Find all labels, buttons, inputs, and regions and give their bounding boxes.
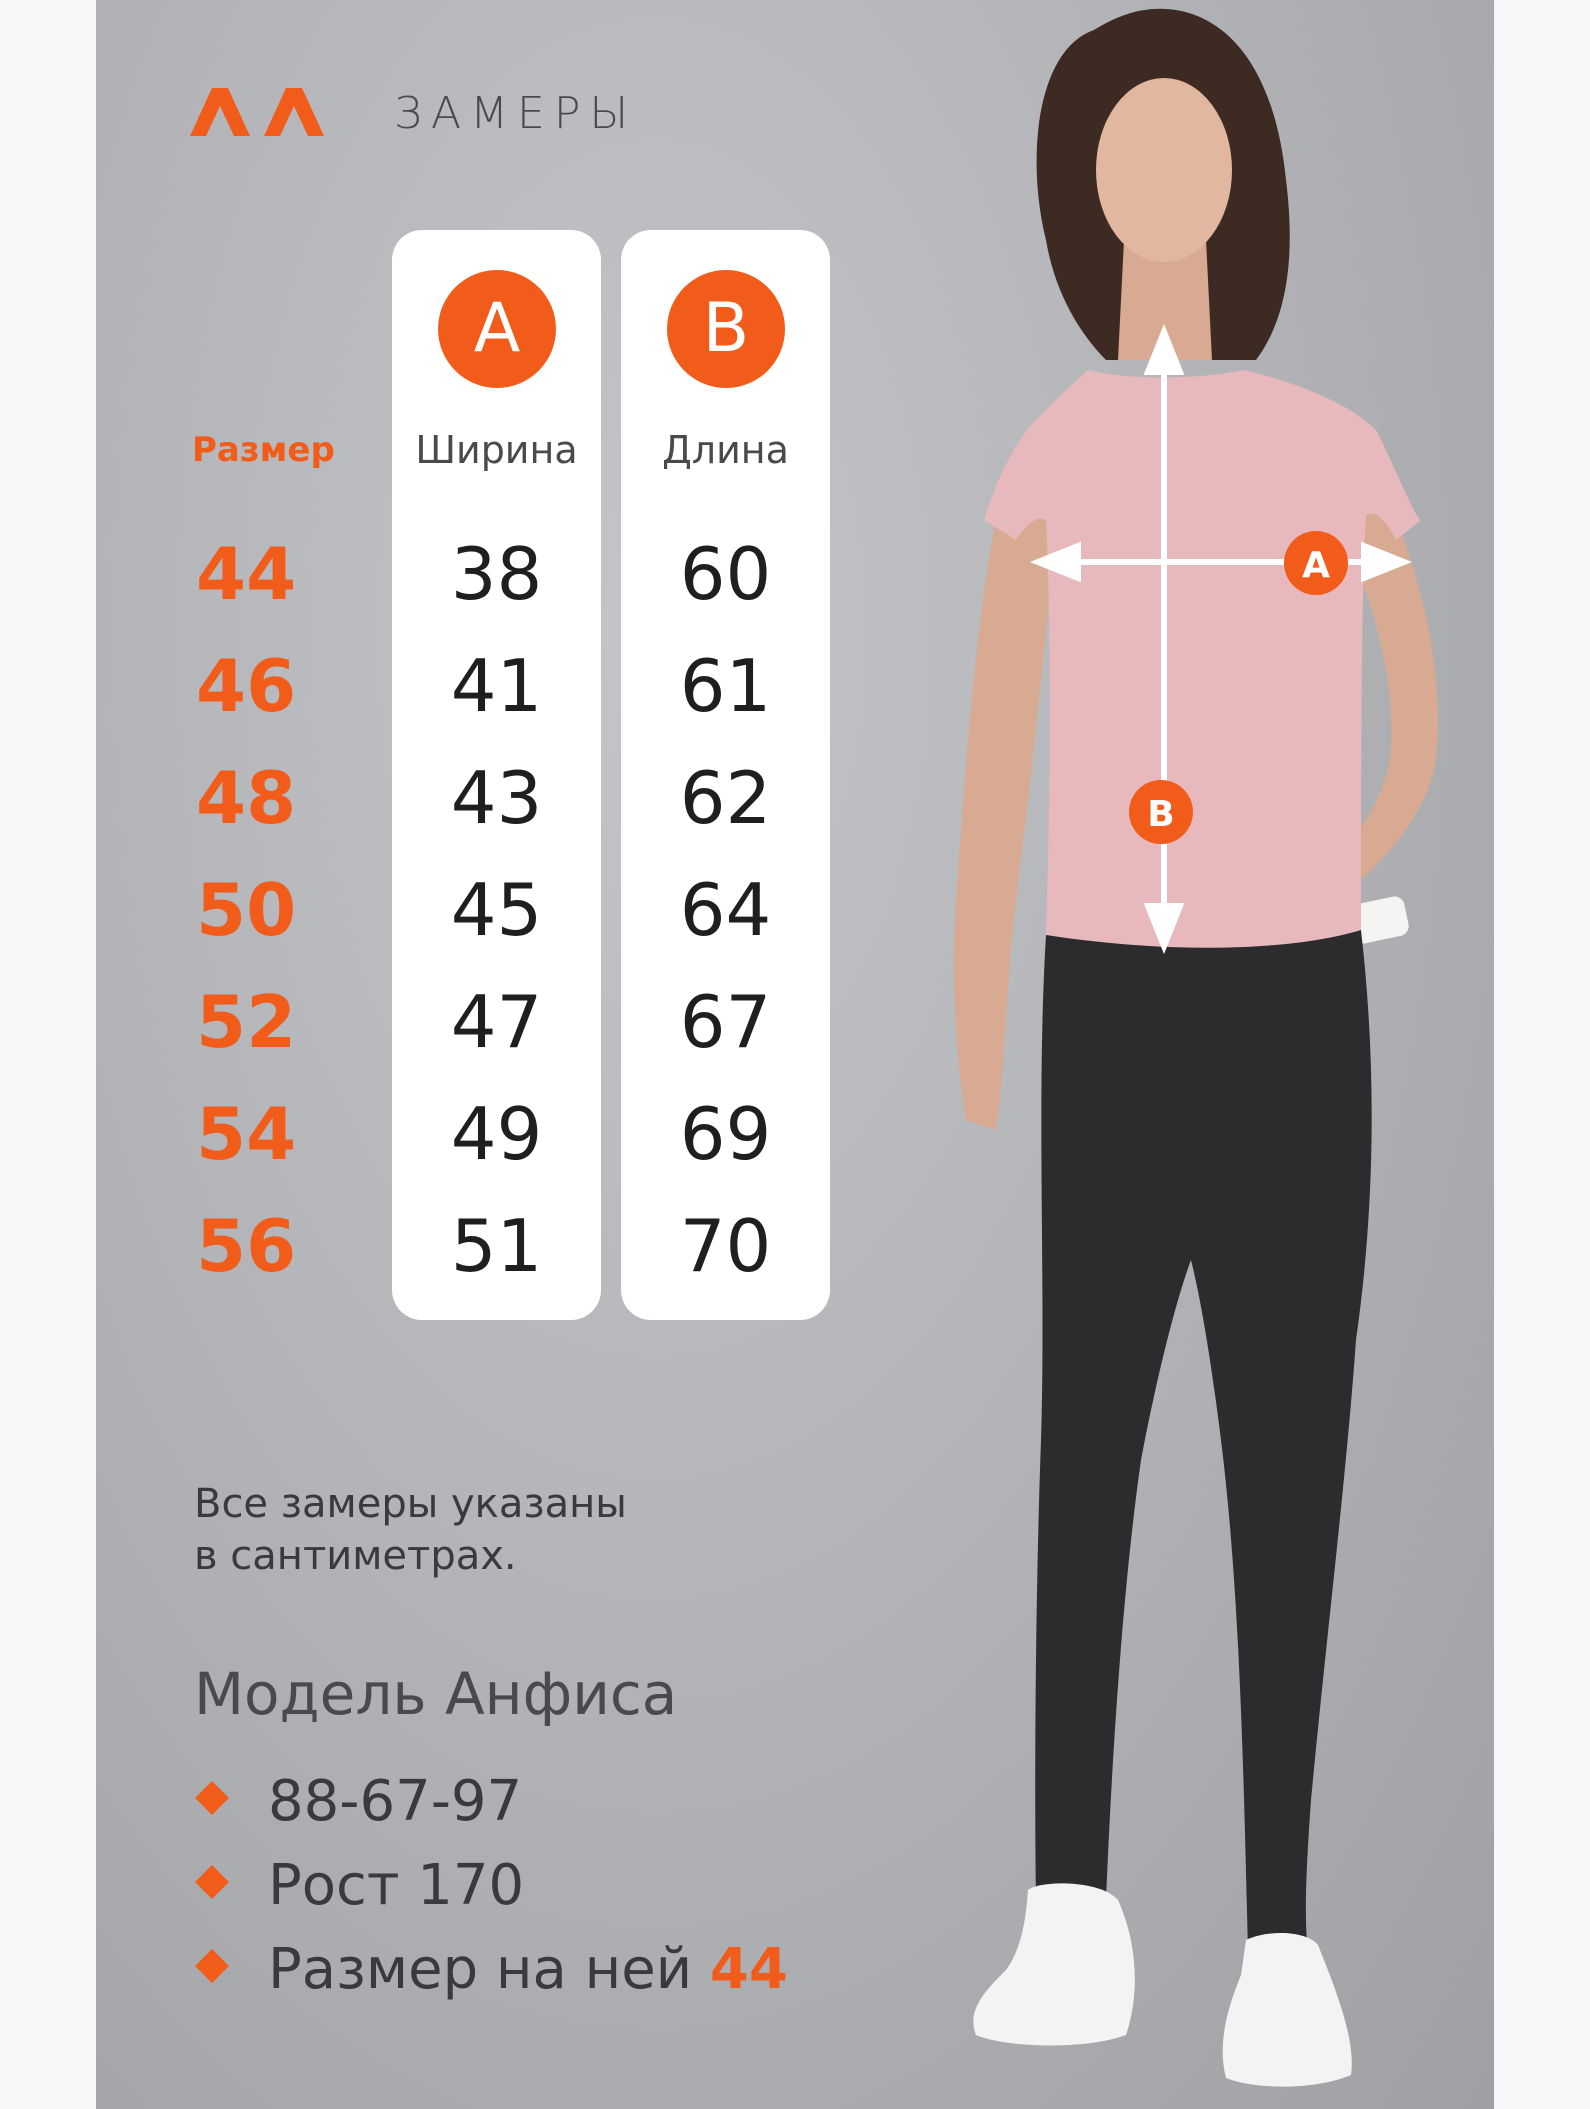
units-note <box>194 1478 754 1582</box>
size-56: 56 <box>196 1204 297 1288</box>
right-sneaker-shape <box>1223 1933 1352 2087</box>
diamond-bullet-icon <box>195 1865 229 1899</box>
right-margin <box>1494 0 1590 2109</box>
size-list <box>196 518 346 1302</box>
size-44: 44 <box>196 532 297 616</box>
model-figure <box>856 0 1494 2109</box>
model-height-text: Рост 170 <box>268 1853 525 1918</box>
brand-logo <box>190 88 328 136</box>
model-measurements-text: 88-67-97 <box>268 1769 523 1834</box>
badge-a: A <box>438 270 556 388</box>
length-value: 69 <box>679 1092 772 1176</box>
width-values <box>392 518 601 1302</box>
length-value: 67 <box>679 980 772 1064</box>
units-note-line-1: Все замеры указаны <box>194 1481 627 1527</box>
left-arm-shape <box>954 470 1056 1130</box>
model-name: Модель Анфиса <box>194 1660 678 1728</box>
length-card <box>621 230 830 1320</box>
left-sneaker-shape <box>973 1883 1135 2045</box>
length-title: Длина <box>662 428 789 472</box>
size-54: 54 <box>196 1092 297 1176</box>
tshirt-shape <box>984 370 1421 948</box>
model-params-list <box>194 1760 788 2012</box>
units-note-line-2: в сантиметрах. <box>194 1533 517 1579</box>
length-value: 64 <box>679 868 772 952</box>
width-value: 41 <box>450 644 543 728</box>
size-50: 50 <box>196 868 297 952</box>
width-card <box>392 230 601 1320</box>
model-size <box>194 1928 788 2012</box>
size-46: 46 <box>196 644 297 728</box>
size-48: 48 <box>196 756 297 840</box>
marker-a-label: A <box>1302 545 1330 586</box>
length-values <box>621 518 830 1302</box>
model-measurements <box>194 1760 788 1844</box>
width-value: 38 <box>450 532 543 616</box>
width-value: 51 <box>450 1204 543 1288</box>
page-title: ЗАМЕРЫ <box>394 88 638 139</box>
width-value: 45 <box>450 868 543 952</box>
marker-b-label: B <box>1147 794 1175 835</box>
width-title: Ширина <box>415 428 578 472</box>
width-value: 49 <box>450 1092 543 1176</box>
diamond-bullet-icon <box>195 1781 229 1815</box>
face-shape <box>1096 78 1232 262</box>
size-column-label: Размер <box>192 430 335 470</box>
model-size-value: 44 <box>709 1937 788 2002</box>
length-value: 60 <box>679 532 772 616</box>
diamond-bullet-icon <box>195 1949 229 1983</box>
length-value: 61 <box>679 644 772 728</box>
badge-b: B <box>667 270 785 388</box>
left-margin <box>0 0 96 2109</box>
length-value: 62 <box>679 756 772 840</box>
model-height <box>194 1844 788 1928</box>
size-52: 52 <box>196 980 297 1064</box>
model-size-prefix: Размер на ней <box>268 1937 693 2002</box>
size-chart-poster <box>96 0 1494 2109</box>
length-value: 70 <box>679 1204 772 1288</box>
jeans-shape <box>1035 930 1371 1950</box>
width-value: 43 <box>450 756 543 840</box>
width-value: 47 <box>450 980 543 1064</box>
